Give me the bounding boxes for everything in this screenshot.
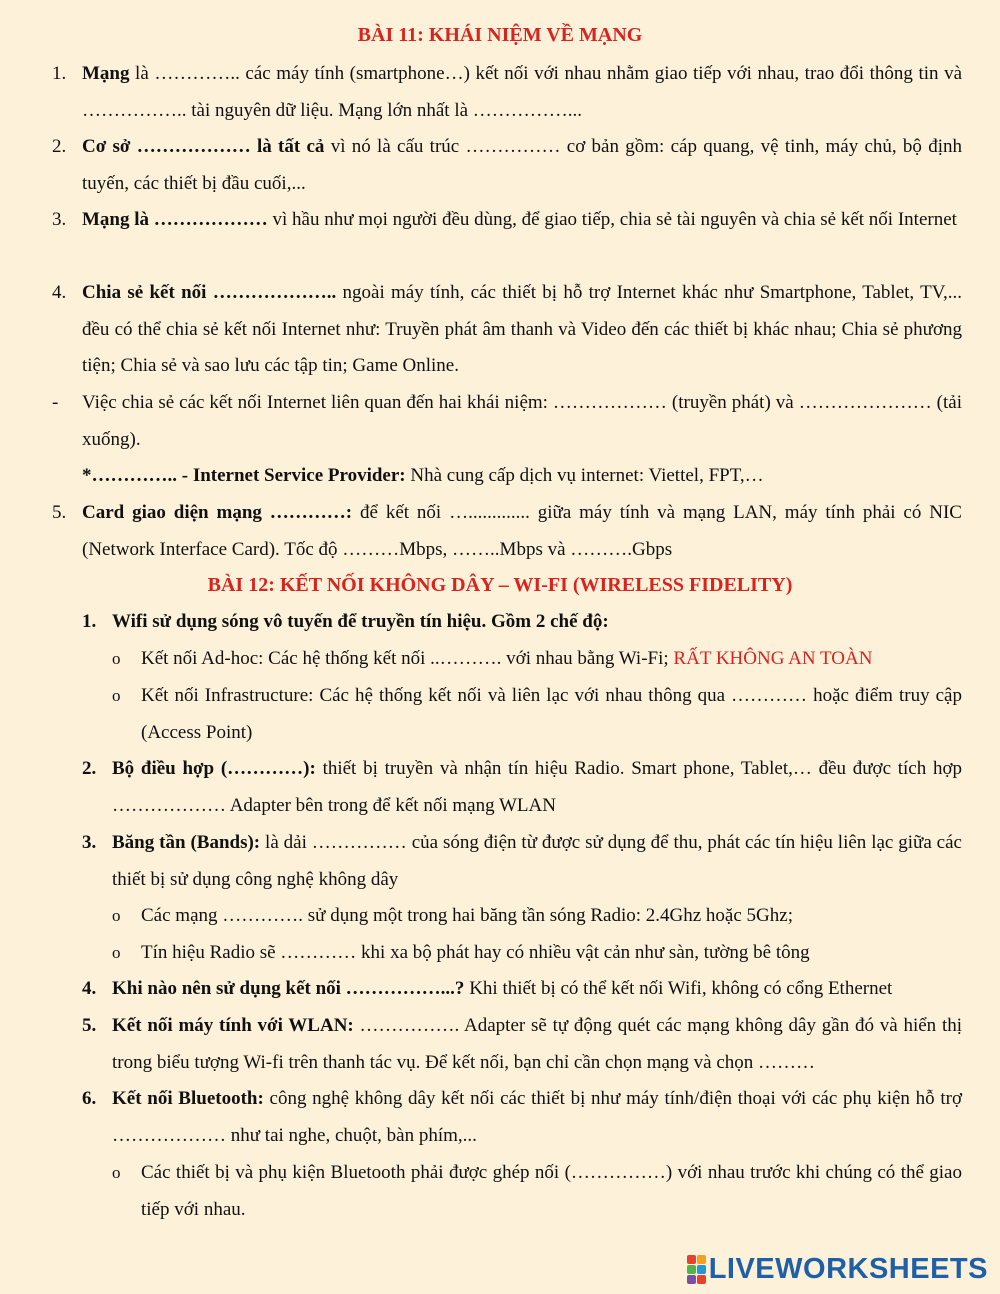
lesson-11-item-3	[52, 202, 962, 239]
bullet-marker: o	[112, 686, 121, 705]
item-term: Mạng là ………………	[82, 209, 268, 230]
list-marker: 4.	[82, 978, 97, 999]
item-text: Các thiết bị và phụ kiện Bluetooth phải được ghép nối (……………) với nhau trước khi chúng có thể giao tiếp với nhau.	[141, 1162, 962, 1220]
item-text: Khi thiết bị có thể kết nối Wifi, không có cổng Ethernet	[464, 978, 893, 999]
lesson-12-item-6	[82, 1081, 962, 1154]
list-marker: 2.	[52, 136, 67, 157]
lesson-11-item-1	[52, 56, 962, 129]
bullet-marker: o	[112, 906, 121, 925]
liveworksheets-logo	[687, 1252, 988, 1286]
list-marker: 3.	[82, 832, 97, 853]
item-text: thiết bị truyền và nhận tín hiệu Radio. Smart phone, Tablet,… đều được tích hợp ……………… Adapter bên trong để kết nối mạng WLAN	[112, 758, 963, 816]
bullet-marker: o	[112, 1163, 121, 1182]
item-text: ngoài máy tính, các thiết bị hỗ trợ Internet khác như Smartphone, Tablet, TV,... đều có thể chia sẻ kết nối Internet như: Truyền phát âm thanh và Video đến các thiết bị khác nhau; Chia sẻ phương tiện; Chia sẻ và sao lưu các tập tin; Game Online.	[82, 282, 962, 377]
lesson-11-isp-note	[52, 458, 962, 495]
item-text: ……………. Adapter sẽ tự động quét các mạng không dây gần đó và hiển thị trong biểu tượng Wi-fi trên thanh tác vụ. Để kết nối, bạn chỉ cần chọn mạng và chọn ………	[112, 1015, 963, 1073]
item-term: Mạng	[82, 63, 130, 84]
liveworksheets-logo-text: LIVEWORKSHEETS	[708, 1252, 988, 1285]
item-term: Kết nối máy tính với WLAN:	[112, 1015, 354, 1036]
item-text: Tín hiệu Radio sẽ ………… khi xa bộ phát hay có nhiều vật cản như sàn, tường bê tông	[141, 942, 810, 963]
list-marker: 4.	[52, 282, 67, 303]
item-term: Cơ sở ……………… là tất cả	[82, 136, 325, 157]
list-marker: 5.	[52, 502, 67, 523]
list-marker: 1.	[52, 63, 67, 84]
liveworksheets-logo-icon	[687, 1255, 706, 1284]
item-text: Việc chia sẻ các kết nối Internet liên quan đến hai khái niệm: ……………… (truyền phát) và ………………… (tải xuống).	[82, 392, 962, 450]
bullet-marker: o	[112, 943, 121, 962]
list-marker: 2.	[82, 758, 97, 779]
lesson-11-item-5	[52, 495, 962, 568]
lesson-12-item-4	[82, 971, 962, 1008]
item-text: là dải …………… của sóng điện từ được sử dụng để thu, phát các tín hiệu liên lạc giữa các thiết bị sử dụng công nghệ không dây	[112, 832, 962, 890]
lesson-12-item-5	[82, 1008, 962, 1081]
warning-text: RẤT KHÔNG AN TOÀN	[673, 648, 873, 669]
list-marker: 1.	[82, 611, 97, 632]
item-text: Các mạng …………. sử dụng một trong hai băng tần sóng Radio: 2.4Ghz hoặc 5Ghz;	[141, 905, 793, 926]
lesson-12-bullet-bands	[112, 898, 962, 935]
lesson-12-item-2	[82, 751, 962, 824]
item-term: Card giao diện mạng …………:	[82, 502, 353, 523]
item-text: Kết nối Infrastructure: Các hệ thống kết nối và liên lạc với nhau thông qua ………… hoặc điểm truy cập (Access Point)	[141, 685, 962, 743]
item-term: Khi nào nên sử dụng kết nối ……………...?	[112, 978, 465, 999]
item-text: vì hầu như mọi người đều dùng, để giao tiếp, chia sẻ tài nguyên và chia sẻ kết nối Internet	[267, 209, 957, 230]
bullet-marker: o	[112, 649, 121, 668]
lesson-12-title: BÀI 12: KẾT NỐI KHÔNG DÂY – WI-FI (WIRELESS FIDELITY)	[207, 574, 793, 596]
list-marker: 5.	[82, 1015, 97, 1036]
lesson-11-dash-note	[52, 385, 962, 458]
item-text: Nhà cung cấp dịch vụ internet: Viettel, FPT,…	[405, 465, 764, 486]
item-term: Băng tần (Bands):	[112, 832, 261, 853]
lesson-12-bullet-adhoc	[112, 641, 962, 678]
item-term: Bộ điều hợp (…………):	[112, 758, 316, 779]
item-term: Chia sẻ kết nối ………………..	[82, 282, 337, 303]
lesson-11-title: BÀI 11: KHÁI NIỆM VỀ MẠNG	[357, 24, 643, 46]
lesson-11-item-2	[52, 129, 962, 202]
list-marker: 3.	[52, 209, 67, 230]
item-term: Kết nối Bluetooth:	[112, 1088, 264, 1109]
lesson-12-bullet-infrastructure	[112, 678, 962, 751]
item-text: vì nó là cấu trúc …………… cơ bản gồm: cáp quang, vệ tinh, máy chủ, bộ định tuyến, các thiết bị đầu cuối,...	[82, 136, 962, 194]
lesson-12-bullet-signal	[112, 935, 962, 972]
lesson-12-bullet-pairing	[112, 1155, 962, 1228]
lesson-12-item-1	[82, 604, 962, 641]
item-term: *………….. - Internet Service Provider:	[82, 465, 406, 486]
item-text: công nghệ không dây kết nối các thiết bị như máy tính/điện thoại với các phụ kiện hỗ trợ ……………… như tai nghe, chuột, bàn phím,...	[112, 1088, 962, 1146]
item-term: Wifi sử dụng sóng vô tuyến để truyền tín hiệu. Gồm 2 chế độ:	[112, 611, 609, 632]
lesson-12-item-3	[82, 825, 962, 898]
item-text: Kết nối Ad-hoc: Các hệ thống kết nối ..………. với nhau bằng Wi-Fi;	[141, 648, 674, 669]
lesson-11-item-4	[52, 275, 962, 385]
list-marker: -	[52, 392, 59, 413]
item-text: để kết nối …............. giữa máy tính và mạng LAN, máy tính phải có NIC (Network Interface Card). Tốc độ ………Mbps, ……..Mbps và ……….Gbps	[82, 502, 962, 560]
item-text: là ………….. các máy tính (smartphone…) kết nối với nhau nhằm giao tiếp với nhau, trao đổi thông tin và …………….. tài nguyên dữ liệu. Mạng lớn nhất là ……………...	[82, 63, 962, 121]
list-marker: 6.	[82, 1088, 97, 1109]
